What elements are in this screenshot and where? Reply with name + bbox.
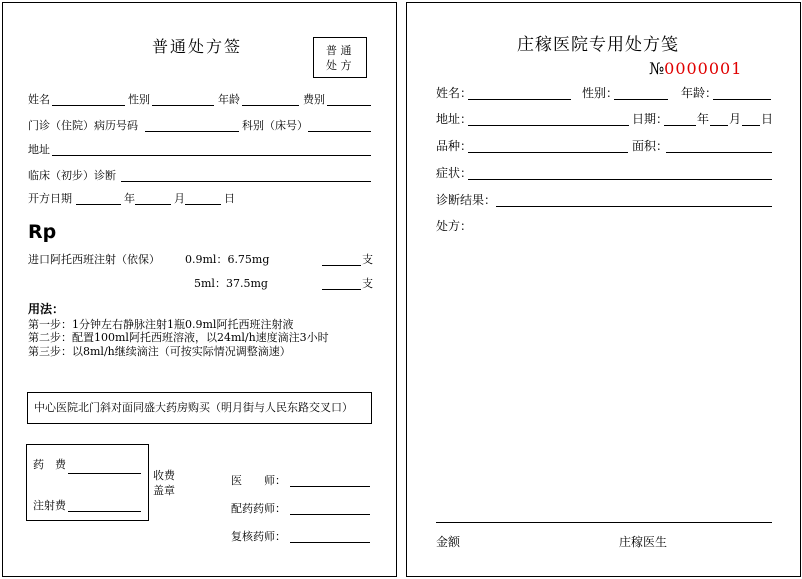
month-label: 月 (174, 192, 185, 205)
usage-step-3: 第三步：以8ml/h继续滴注（可按实际情况调整滴速） (28, 345, 291, 358)
department-field[interactable] (308, 131, 371, 132)
gender-label: 性别 (128, 93, 150, 106)
fee-type-field[interactable] (327, 105, 371, 106)
r-gender-label: 性别： (582, 86, 619, 100)
drug-fee-label: 药 费 (33, 458, 66, 471)
drug-unit-1: 支 (362, 253, 373, 266)
r-symptom-label: 症状： (436, 166, 473, 180)
drug-qty-1-field[interactable] (322, 265, 361, 266)
drug-name: 进口阿托西班注射（依保） (28, 253, 160, 266)
r-age-field[interactable] (713, 99, 771, 100)
drug-qty-2-field[interactable] (322, 289, 361, 290)
r-month-label: 月 (729, 112, 742, 126)
r-day-field[interactable] (742, 125, 760, 126)
date-label: 开方日期 (28, 192, 72, 205)
doctor-signature-field[interactable] (290, 486, 370, 487)
r-area-field[interactable] (666, 152, 772, 153)
r-doctor-label: 庄稼医生 (619, 535, 668, 549)
drug-unit-2: 支 (362, 277, 373, 290)
fee-type-label: 费别 (303, 93, 325, 106)
r-name-field[interactable] (468, 99, 571, 100)
month-field[interactable] (135, 204, 171, 205)
r-address-label: 地址： (436, 112, 473, 126)
record-number-field[interactable] (145, 131, 239, 132)
r-variety-label: 品种： (436, 139, 473, 153)
record-number-label: 门诊（住院）病历号码 (28, 119, 138, 132)
r-amount-label: 金额 (436, 535, 461, 549)
year-label: 年 (124, 192, 135, 205)
r-day-label: 日 (761, 112, 774, 126)
r-diagnosis-label: 诊断结果： (436, 193, 497, 207)
dispenser-label: 配药药师： (231, 502, 286, 515)
drug-spec-1: 0.9ml：6.75mg (185, 253, 270, 266)
age-field[interactable] (242, 105, 299, 106)
checker-signature-field[interactable] (290, 542, 370, 543)
usage-step-2: 第二步：配置100ml阿托西班溶液，以24ml/h速度滴注3小时 (28, 331, 329, 344)
r-area-label: 面积： (632, 139, 669, 153)
diagnosis-field[interactable] (121, 181, 371, 182)
serial-number (649, 59, 742, 78)
age-label: 年龄 (218, 93, 240, 106)
r-address-field[interactable] (468, 125, 629, 126)
serial-value: 0000001 (664, 59, 743, 78)
address-field[interactable] (52, 155, 371, 156)
fee-stamp-label-1: 收费 (153, 469, 175, 482)
stamp-line-1: 普 通 (326, 44, 352, 57)
rp-symbol: Rp (28, 221, 57, 243)
drug-spec-2: 5ml：37.5mg (194, 277, 268, 290)
injection-fee-label: 注射费 (33, 499, 66, 512)
r-symptom-field[interactable] (468, 179, 772, 180)
pharmacy-notice: 中心医院北门斜对面同盛大药房购买（明月街与人民东路交叉口） (34, 401, 353, 414)
drug-fee-field[interactable] (68, 473, 141, 474)
department-label: 科别（床号） (242, 119, 308, 132)
r-age-label: 年龄： (681, 86, 718, 100)
usage-step-1: 第一步：1分钟左右静脉注射1瓶0.9ml阿托西班注射液 (28, 318, 294, 331)
gender-field[interactable] (152, 105, 214, 106)
r-year-field[interactable] (664, 125, 696, 126)
r-prescription-label: 处方： (436, 219, 473, 233)
serial-prefix: № (649, 59, 665, 78)
day-field[interactable] (185, 204, 221, 205)
injection-fee-field[interactable] (68, 511, 141, 512)
day-label: 日 (224, 192, 235, 205)
right-form-title: 庄稼医院专用处方笺 (517, 35, 679, 55)
r-gender-field[interactable] (614, 99, 668, 100)
r-name-label: 姓名： (436, 86, 473, 100)
name-field[interactable] (52, 105, 125, 106)
dispenser-signature-field[interactable] (290, 514, 370, 515)
stamp-line-2: 处 方 (326, 59, 352, 72)
r-year-label: 年 (697, 112, 710, 126)
r-date-label: 日期： (632, 112, 669, 126)
doctor-label: 医 师： (231, 474, 286, 487)
address-label: 地址 (28, 143, 50, 156)
r-month-field[interactable] (710, 125, 728, 126)
name-label: 姓名 (28, 93, 50, 106)
r-footer-divider (436, 522, 772, 523)
left-form-title: 普通处方签 (152, 37, 243, 56)
r-diagnosis-field[interactable] (496, 206, 772, 207)
checker-label: 复核药师： (231, 530, 286, 543)
usage-title: 用法： (28, 302, 65, 316)
fee-stamp-label-2: 盖章 (153, 484, 175, 497)
diagnosis-label: 临床（初步）诊断 (28, 169, 116, 182)
year-field[interactable] (76, 204, 121, 205)
r-variety-field[interactable] (468, 152, 628, 153)
